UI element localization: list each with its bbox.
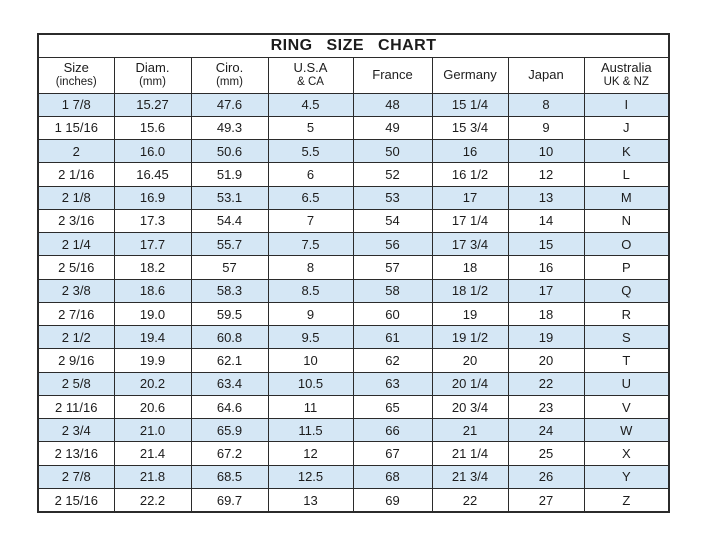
table-cell: 9 [268, 302, 353, 325]
table-cell: T [584, 349, 669, 372]
table-cell: 10 [268, 349, 353, 372]
table-row [38, 442, 669, 465]
table-cell: 8.5 [268, 279, 353, 302]
table-cell: 64.6 [191, 395, 268, 418]
table-cell: 2 1/2 [38, 326, 114, 349]
column-header-ciro- [191, 57, 268, 93]
table-cell: Q [584, 279, 669, 302]
table-cell: 2 3/16 [38, 209, 114, 232]
table-cell: 16.0 [114, 140, 191, 163]
column-header-label: U.S.A [293, 59, 328, 75]
table-cell: 47.6 [191, 93, 268, 116]
table-cell: 2 9/16 [38, 349, 114, 372]
table-cell: 54.4 [191, 209, 268, 232]
table-cell: 26 [508, 465, 584, 488]
table-cell: 50.6 [191, 140, 268, 163]
table-row [38, 419, 669, 442]
table-cell: 20 3/4 [432, 395, 508, 418]
table-row [38, 395, 669, 418]
table-cell: 12 [268, 442, 353, 465]
table-cell: 16 [432, 140, 508, 163]
table-row [38, 465, 669, 488]
table-cell: 58.3 [191, 279, 268, 302]
column-header-label: Australia [601, 59, 652, 75]
table-cell: 15 [508, 233, 584, 256]
table-cell: 20.6 [114, 395, 191, 418]
column-header-sublabel: (mm) [139, 75, 166, 88]
table-cell: 52 [353, 163, 432, 186]
table-cell: 20.2 [114, 372, 191, 395]
table-cell: 16.45 [114, 163, 191, 186]
column-header-sublabel: & CA [297, 75, 324, 88]
table-cell: 5.5 [268, 140, 353, 163]
table-cell: 53.1 [191, 186, 268, 209]
table-cell: 19.9 [114, 349, 191, 372]
table-cell: 54 [353, 209, 432, 232]
table-cell: 25 [508, 442, 584, 465]
column-header-label: France [372, 66, 413, 82]
table-cell: 13 [508, 186, 584, 209]
table-cell: W [584, 419, 669, 442]
table-cell: 2 7/16 [38, 302, 114, 325]
table-cell: 19.0 [114, 302, 191, 325]
table-cell: 65.9 [191, 419, 268, 442]
table-cell: 16.9 [114, 186, 191, 209]
table-row [38, 116, 669, 139]
table-cell: L [584, 163, 669, 186]
table-cell: 24 [508, 419, 584, 442]
table-cell: 17 [432, 186, 508, 209]
table-row [38, 256, 669, 279]
table-cell: 62 [353, 349, 432, 372]
table-cell: 69 [353, 489, 432, 512]
table-cell: 9.5 [268, 326, 353, 349]
table-cell: 20 1/4 [432, 372, 508, 395]
table-row [38, 279, 669, 302]
table-cell: 21 3/4 [432, 465, 508, 488]
table-cell: 2 1/4 [38, 233, 114, 256]
table-cell: 16 1/2 [432, 163, 508, 186]
table-cell: 6 [268, 163, 353, 186]
table-cell: X [584, 442, 669, 465]
table-cell: 1 7/8 [38, 93, 114, 116]
table-cell: 63 [353, 372, 432, 395]
table-cell: 18 1/2 [432, 279, 508, 302]
table-cell: 2 15/16 [38, 489, 114, 512]
table-cell: 2 3/8 [38, 279, 114, 302]
table-cell: 6.5 [268, 186, 353, 209]
table-cell: 20 [508, 349, 584, 372]
table-cell: I [584, 93, 669, 116]
table-row [38, 140, 669, 163]
table-cell: 18.6 [114, 279, 191, 302]
table-cell: 63.4 [191, 372, 268, 395]
table-cell: 60.8 [191, 326, 268, 349]
title-row [38, 34, 669, 57]
table-body [38, 93, 669, 512]
table-cell: 49.3 [191, 116, 268, 139]
table-cell: 17 3/4 [432, 233, 508, 256]
table-cell: 10 [508, 140, 584, 163]
table-cell: 60 [353, 302, 432, 325]
table-cell: 12.5 [268, 465, 353, 488]
column-header-australia [584, 57, 669, 93]
column-header-row [38, 57, 669, 93]
table-row [38, 349, 669, 372]
table-cell: 21.4 [114, 442, 191, 465]
table-head [38, 34, 669, 93]
table-cell: 10.5 [268, 372, 353, 395]
table-cell: 62.1 [191, 349, 268, 372]
table-cell: 21 [432, 419, 508, 442]
table-cell: 50 [353, 140, 432, 163]
column-header-label: Ciro. [215, 59, 244, 75]
table-cell: 19.4 [114, 326, 191, 349]
table-cell: O [584, 233, 669, 256]
table-row [38, 93, 669, 116]
table-cell: 1 15/16 [38, 116, 114, 139]
table-row [38, 186, 669, 209]
table-cell: U [584, 372, 669, 395]
column-header-japan [508, 57, 584, 93]
table-cell: 17.7 [114, 233, 191, 256]
table-cell: 58 [353, 279, 432, 302]
table-cell: 17.3 [114, 209, 191, 232]
table-cell: 11.5 [268, 419, 353, 442]
table-cell: 22.2 [114, 489, 191, 512]
table-cell: 19 [432, 302, 508, 325]
column-header-label: Size [63, 59, 89, 75]
table-cell: 67.2 [191, 442, 268, 465]
table-row [38, 326, 669, 349]
column-header-germany [432, 57, 508, 93]
table-cell: 51.9 [191, 163, 268, 186]
table-cell: 68 [353, 465, 432, 488]
column-header-france [353, 57, 432, 93]
table-cell: 18 [508, 302, 584, 325]
table-cell: 18.2 [114, 256, 191, 279]
table-cell: 2 7/8 [38, 465, 114, 488]
column-header-u-s-a [268, 57, 353, 93]
table-cell: 66 [353, 419, 432, 442]
table-cell: Y [584, 465, 669, 488]
table-cell: 2 1/8 [38, 186, 114, 209]
table-cell: 55.7 [191, 233, 268, 256]
table-cell: 61 [353, 326, 432, 349]
table-cell: S [584, 326, 669, 349]
column-header-sublabel: (mm) [216, 75, 243, 88]
table-cell: 19 1/2 [432, 326, 508, 349]
table-cell: 15.27 [114, 93, 191, 116]
table-cell: 22 [508, 372, 584, 395]
table-cell: N [584, 209, 669, 232]
table-cell: 56 [353, 233, 432, 256]
table-cell: 7 [268, 209, 353, 232]
table-cell: 15 1/4 [432, 93, 508, 116]
table-cell: 15.6 [114, 116, 191, 139]
table-cell: P [584, 256, 669, 279]
table-cell: 16 [508, 256, 584, 279]
table-cell: 17 1/4 [432, 209, 508, 232]
table-cell: 13 [268, 489, 353, 512]
page-title: RING SIZE CHART [38, 34, 669, 57]
table-cell: K [584, 140, 669, 163]
table-cell: 8 [508, 93, 584, 116]
table-cell: Z [584, 489, 669, 512]
table-cell: 12 [508, 163, 584, 186]
table-cell: 20 [432, 349, 508, 372]
table-cell: M [584, 186, 669, 209]
table-cell: 2 5/16 [38, 256, 114, 279]
table-cell: 67 [353, 442, 432, 465]
table-cell: 5 [268, 116, 353, 139]
table-cell: 59.5 [191, 302, 268, 325]
column-header-label: Germany [443, 66, 497, 82]
table-cell: 53 [353, 186, 432, 209]
column-header-sublabel: UK & NZ [603, 75, 649, 88]
table-cell: 48 [353, 93, 432, 116]
table-cell: 27 [508, 489, 584, 512]
table-cell: J [584, 116, 669, 139]
column-header-size [38, 57, 114, 93]
table-cell: R [584, 302, 669, 325]
table-cell: 2 3/4 [38, 419, 114, 442]
table-cell: 21.0 [114, 419, 191, 442]
table-cell: 57 [353, 256, 432, 279]
table-cell: 65 [353, 395, 432, 418]
column-header-label: Diam. [135, 59, 170, 75]
table-cell: 68.5 [191, 465, 268, 488]
table-cell: 8 [268, 256, 353, 279]
table-row [38, 209, 669, 232]
table-cell: 21 1/4 [432, 442, 508, 465]
table-cell: 22 [432, 489, 508, 512]
table-cell: 2 1/16 [38, 163, 114, 186]
table-cell: 14 [508, 209, 584, 232]
table-cell: 69.7 [191, 489, 268, 512]
table-cell: 57 [191, 256, 268, 279]
table-cell: 49 [353, 116, 432, 139]
table-cell: 4.5 [268, 93, 353, 116]
table-row [38, 489, 669, 512]
table-cell: 19 [508, 326, 584, 349]
table-cell: 11 [268, 395, 353, 418]
table-cell: 2 13/16 [38, 442, 114, 465]
ring-size-chart [37, 33, 668, 513]
column-header-diam- [114, 57, 191, 93]
table-cell: 18 [432, 256, 508, 279]
table-cell: V [584, 395, 669, 418]
table-cell: 9 [508, 116, 584, 139]
table-cell: 7.5 [268, 233, 353, 256]
ring-size-table [37, 33, 670, 513]
table-cell: 23 [508, 395, 584, 418]
table-row [38, 233, 669, 256]
table-cell: 2 [38, 140, 114, 163]
table-cell: 2 5/8 [38, 372, 114, 395]
table-cell: 2 11/16 [38, 395, 114, 418]
table-row [38, 163, 669, 186]
column-header-sublabel: (inches) [55, 75, 97, 88]
table-cell: 17 [508, 279, 584, 302]
table-row [38, 302, 669, 325]
table-cell: 21.8 [114, 465, 191, 488]
column-header-label: Japan [528, 66, 564, 82]
table-row [38, 372, 669, 395]
table-cell: 15 3/4 [432, 116, 508, 139]
